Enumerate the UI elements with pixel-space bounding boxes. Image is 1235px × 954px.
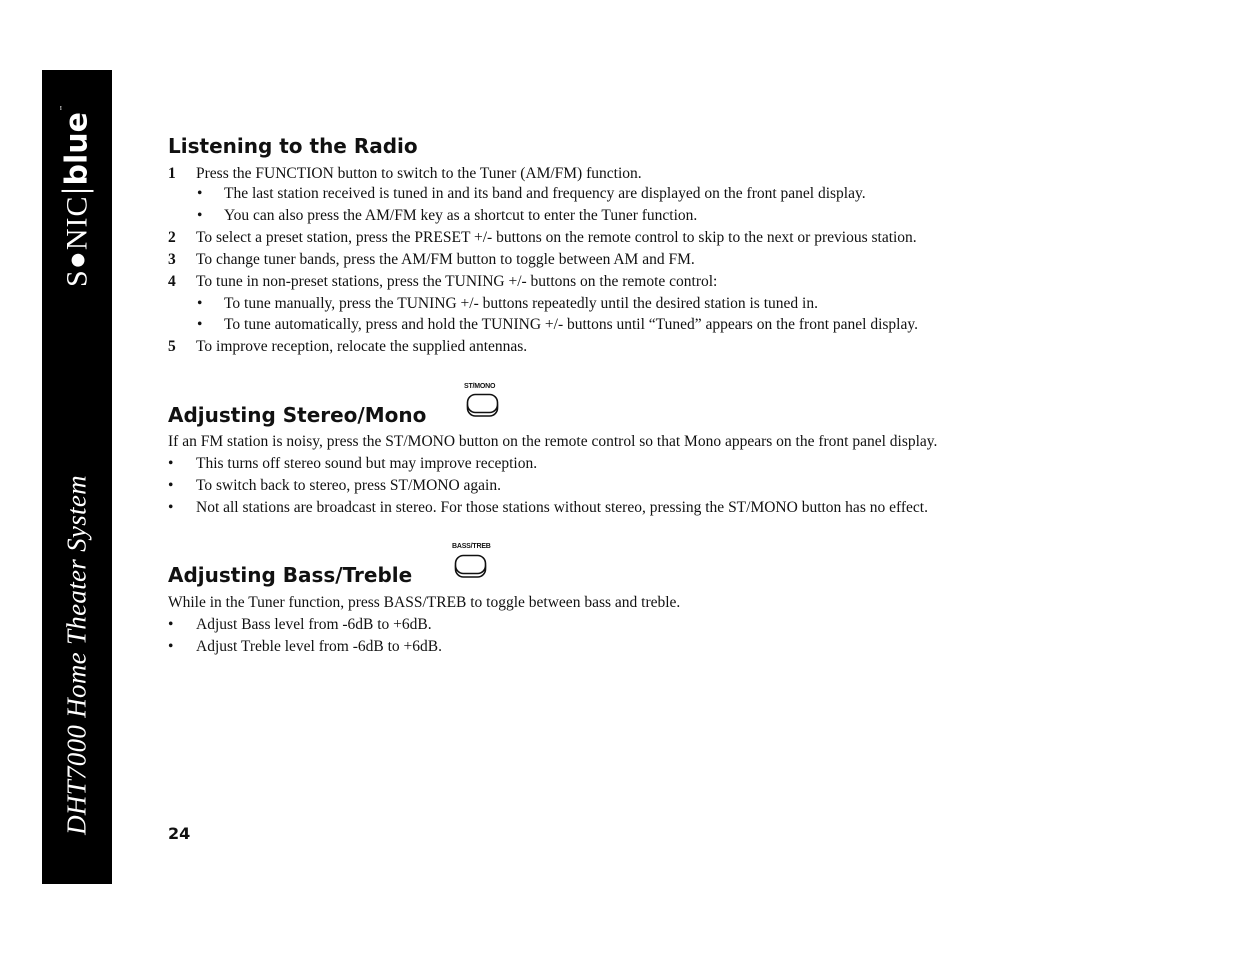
step-text: To tune in non-preset stations, press the TUNING +/- buttons on the remote control: (196, 273, 718, 290)
bass-heading: Adjusting Bass/Treble (168, 563, 413, 587)
step-number: 5 (168, 338, 176, 355)
bullet-mark: • (197, 207, 203, 224)
radio-heading: Listening to the Radio (168, 134, 418, 158)
bullet-mark: • (168, 455, 174, 472)
page-number: 24 (168, 824, 191, 843)
bullet-mark: • (168, 616, 174, 633)
bullet-mark: • (197, 295, 203, 312)
step-number: 3 (168, 251, 176, 268)
step-text: Press the FUNCTION button to switch to the Tuner (AM/FM) function. (196, 165, 642, 182)
bullet-text: Adjust Bass level from -6dB to +6dB. (196, 616, 432, 633)
bullet-mark: • (168, 477, 174, 494)
bullet-text: To tune automatically, press and hold the TUNING +/- buttons until “Tuned” appears on the front panel display. (224, 316, 918, 333)
step-text: To change tuner bands, press the AM/FM button to toggle between AM and FM. (196, 251, 695, 268)
bass-treb-button-label: BASS/TREB (452, 543, 491, 550)
step-number: 4 (168, 273, 176, 290)
st-mono-button-icon (466, 393, 500, 419)
logo-divider (61, 189, 93, 191)
document-title: DHT7000 Home Theater System (61, 475, 92, 835)
bullet-text: The last station received is tuned in and its band and frequency are displayed on the front panel display. (224, 185, 866, 202)
logo-blue-text: blue (59, 112, 95, 186)
step-text: To select a preset station, press the PRESET +/- buttons on the remote control to skip to the next or previous station. (196, 229, 917, 246)
step-number: 2 (168, 229, 176, 246)
logo-trademark: ™ (59, 105, 67, 112)
bullet-mark: • (197, 185, 203, 202)
bass-treb-button-icon (454, 554, 488, 580)
step-number: 1 (168, 165, 176, 182)
bullet-mark: • (197, 316, 203, 333)
bullet-text: Not all stations are broadcast in stereo. For those stations without stereo, pressing the ST/MONO button has no effect. (196, 499, 928, 516)
bullet-text: This turns off stereo sound but may improve reception. (196, 455, 538, 472)
bullet-mark: • (168, 499, 174, 516)
sonicblue-logo (60, 105, 95, 287)
bullet-text: You can also press the AM/FM key as a shortcut to enter the Tuner function. (224, 207, 698, 224)
bullet-text: To switch back to stereo, press ST/MONO again. (196, 477, 501, 494)
logo-sonic-text: S●NIC (60, 195, 93, 287)
bullet-mark: • (168, 638, 174, 655)
stereo-intro: If an FM station is noisy, press the ST/MONO button on the remote control so that Mono appears on the front panel display. (168, 433, 938, 450)
stereo-heading: Adjusting Stereo/Mono (168, 403, 427, 427)
step-text: To improve reception, relocate the supplied antennas. (196, 338, 528, 355)
bullet-text: Adjust Treble level from -6dB to +6dB. (196, 638, 442, 655)
st-mono-button-label: ST/MONO (464, 383, 496, 390)
bass-intro: While in the Tuner function, press BASS/TREB to toggle between bass and treble. (168, 594, 681, 611)
bullet-text: To tune manually, press the TUNING +/- buttons repeatedly until the desired station is tuned in. (224, 295, 818, 312)
